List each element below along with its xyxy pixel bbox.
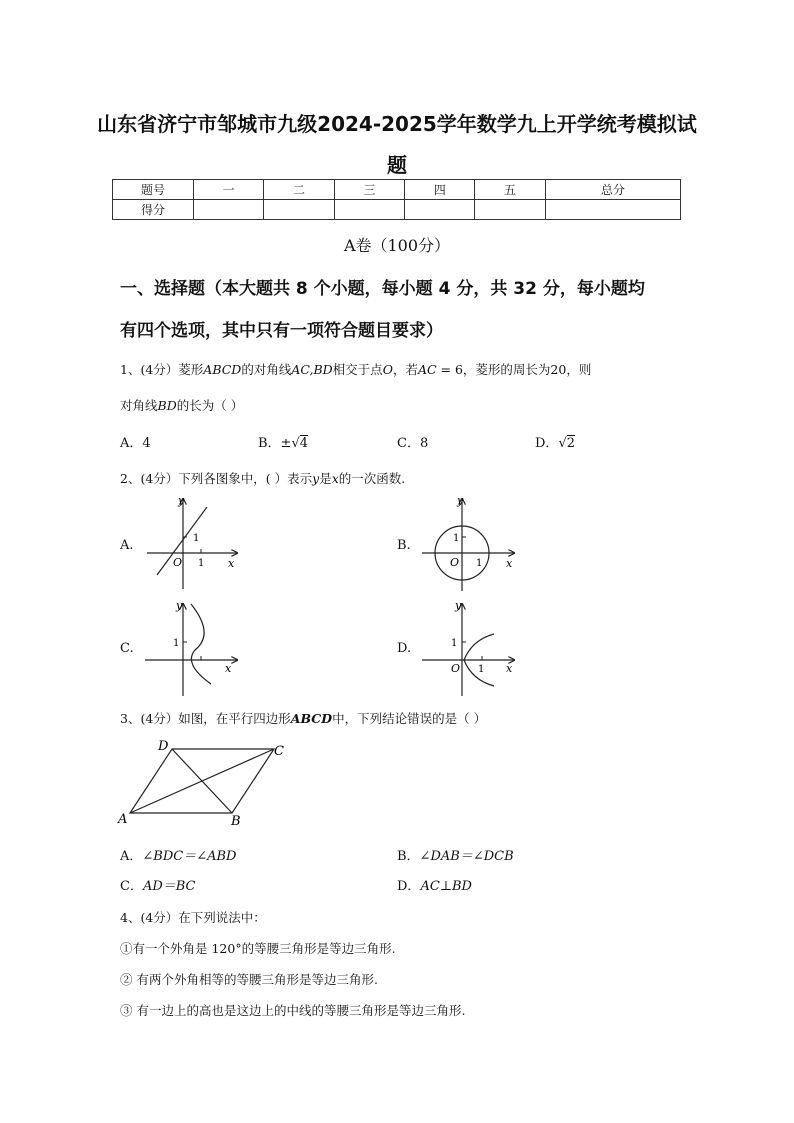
y-label: y [176,599,183,612]
q2-option-b-label[interactable]: B. [397,538,411,553]
score-header-cell: 总分 [545,180,680,200]
score-cell[interactable] [264,200,334,220]
q2-option-a-label[interactable]: A. [120,538,134,553]
graph-c-curve [143,598,243,698]
function-curve [191,604,211,684]
score-row-label: 得分 [113,200,194,220]
q1-var: BD [157,398,177,413]
q3-option-b-text: ∠DAB＝∠DCB [419,849,514,864]
question-1-line1 [120,360,591,378]
score-header-cell: 五 [475,180,545,200]
score-cell[interactable] [334,200,404,220]
q3-text: 3、(4分）如图，在平行四边形 [120,711,291,726]
q3-option-a-text: ∠BDC＝∠ABD [142,849,237,864]
q2-text: 2、(4分）下列各图象中，( ）表示 [120,471,313,486]
q1-option-d[interactable] [535,432,575,451]
y-label: y [178,494,185,507]
q4-statement-2: ② 有两个外角相等的等腰三角形是等边三角形. [120,972,378,987]
question-4-stem: 4、(4分）在下列说法中： [120,910,266,925]
q1-text: 对角线 [120,398,158,413]
score-cell[interactable] [405,200,475,220]
document-title-line2: 题 [387,153,407,177]
q1-var: O [382,362,393,377]
document-title-line1: 山东省济宁市邹城市九级2024-2025学年数学九上开学统考模拟试 [97,112,697,136]
q4-statement-1: ①有一个外角是 120°的等腰三角形是等边三角形. [120,941,396,956]
q1-text: 的长为（ ） [176,398,244,413]
question-2-stem [120,469,405,487]
q1-text: 的对角线 [241,362,292,377]
q2-option-d-label[interactable]: D. [397,641,412,656]
score-table-header-row [113,180,681,200]
score-cell[interactable] [475,200,545,220]
q2-var: y [312,471,320,486]
one-label: 1 [193,533,200,544]
q1-var: AC,BD [291,362,333,377]
score-header-cell: 一 [194,180,264,200]
q1-option-b-radicand: 4 [299,436,309,451]
q1-option-b[interactable] [258,432,308,451]
graph-d-parabola [420,598,520,698]
q3-option-c-text: AD＝BC [142,879,196,894]
one-label: 1 [476,558,483,569]
q1-text: = 6，菱形的周长为20，则 [436,362,592,377]
x-label: x [228,557,235,570]
q3-option-b[interactable] [397,845,514,864]
q1-var: ABCD [203,362,242,377]
q1-option-c[interactable]: C．8 [397,436,429,451]
q1-option-b-label: B．± [258,436,292,451]
q4-statement-3: ③ 有一边上的高也是这边上的中线的等腰三角形是等边三角形. [120,1003,466,1018]
score-cell[interactable] [545,200,680,220]
section-heading-line1: 一、选择题（本大题共 8 个小题，每小题 4 分，共 32 分，每小题均 [120,279,645,299]
q1-option-d-label: D． [535,436,559,451]
volume-a-heading: A卷（100分） [343,236,451,255]
one-label: 1 [198,558,205,569]
x-label: x [225,662,232,675]
origin-label: O [173,556,183,569]
one-label: 1 [451,638,458,649]
q2-text: 的一次函数. [338,471,406,486]
q3-option-a[interactable] [120,845,236,864]
score-header-cell: 三 [334,180,404,200]
score-header-cell: 二 [264,180,334,200]
one-label: 1 [453,533,460,544]
vertex-a-label: A [118,812,128,827]
q3-option-d-label: D． [397,879,421,894]
parallelogram-figure [114,735,294,830]
origin-label: O [450,556,460,569]
q1-text: 相交于点 [332,362,383,377]
origin-label: O [451,662,461,675]
x-label: x [506,557,513,570]
diagonal-bd [172,749,232,813]
y-label: y [457,494,464,507]
one-label: 1 [478,664,485,675]
q2-option-c-label[interactable]: C. [120,641,134,656]
q3-option-d-text: AC⊥BD [420,879,472,894]
question-1-line2 [120,396,243,414]
q2-text: 是 [319,471,332,486]
question-3-stem [120,709,486,727]
score-header-cell: 四 [405,180,475,200]
q3-option-b-label: B． [397,849,420,864]
q1-text: ，若 [392,362,418,377]
q1-text: 1、(4分）菱形 [120,362,204,377]
q3-option-d[interactable] [397,875,472,894]
graph-b-circle [420,493,520,593]
q1-option-d-radicand: 2 [566,436,576,451]
one-label: 1 [173,638,180,649]
score-cell[interactable] [194,200,264,220]
score-table-score-row [113,200,681,220]
q3-var: ABCD [290,711,333,726]
vertex-d-label: D [158,739,169,754]
q3-option-a-label: A． [120,849,143,864]
q3-option-c[interactable] [120,875,196,894]
q3-text: 中，下列结论错误的是（ ） [332,711,487,726]
score-table [112,179,681,220]
score-header-cell: 题号 [113,180,194,200]
vertex-b-label: B [231,814,241,829]
section-heading-line2: 有四个选项，其中只有一项符合题目要求） [120,321,443,341]
q3-option-c-label: C． [120,879,143,894]
q1-option-a[interactable]: A．4 [120,436,151,451]
sqrt-icon: √ [291,436,300,451]
vertex-c-label: C [274,744,284,759]
sqrt-icon: √ [558,436,567,451]
x-label: x [506,662,513,675]
q2-var: x [331,471,339,486]
graph-a-linear [143,493,243,593]
y-label: y [455,599,462,612]
q1-var: AC [417,362,437,377]
